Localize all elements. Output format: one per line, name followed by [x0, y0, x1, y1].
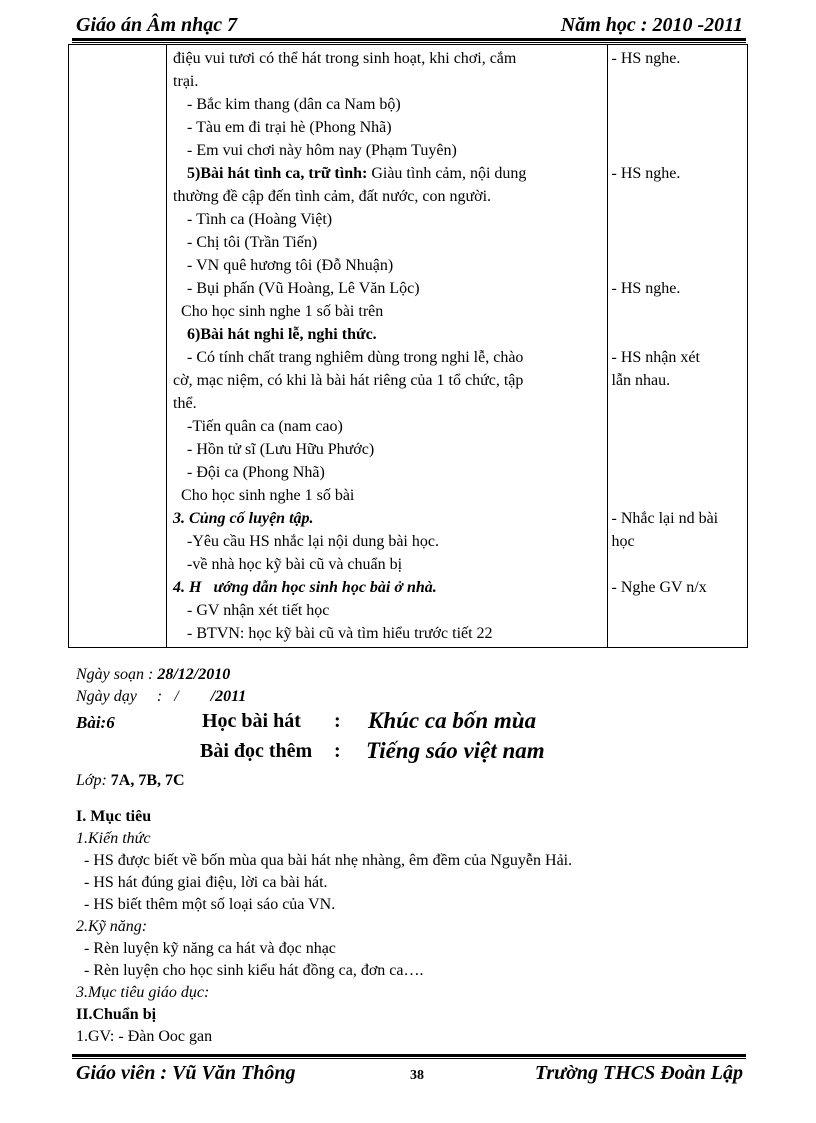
knowledge-item: - HS được biết về bốn mùa qua bài hát nhẹ nhàng, êm đềm của Nguyễn Hải. [84, 852, 573, 869]
section-5-title: 5)Bài hát tình ca, trữ tình: [187, 165, 368, 182]
content-line: thường đề cập đến tình cảm, đất nước, con người. [173, 188, 492, 205]
lesson-number: Bài:6 [76, 713, 115, 732]
lesson-section [76, 664, 756, 1048]
content-line: -Tiến quân ca (nam cao) [187, 418, 343, 435]
content-line: - Tình ca (Hoàng Việt) [187, 211, 333, 228]
prep-date-value: 28/12/2010 [157, 666, 231, 683]
preparation-heading: II.Chuẩn bị [76, 1006, 157, 1023]
teach-date-sep: : / [156, 688, 179, 705]
content-line: trại. [173, 73, 199, 90]
content-line: - Đội ca (Phong Nhã) [187, 464, 325, 481]
section-6-title: 6)Bài hát nghi lễ, nghi thức. [187, 326, 377, 343]
content-line: -về nhà học kỹ bài cũ và chuẩn bị [187, 556, 403, 573]
reading-colon: : [334, 740, 341, 762]
content-line: - GV nhận xét tiết học [187, 602, 330, 619]
table-col-empty [69, 45, 167, 648]
prep-date-label: Ngày soạn [76, 666, 144, 683]
song-colon: : [334, 710, 341, 732]
content-line: - Có tính chất trang nghiêm dùng trong nghi lễ, chào [187, 349, 524, 366]
footer-teacher: Giáo viên : Vũ Văn Thông [76, 1062, 296, 1084]
teach-date-row [76, 686, 756, 708]
header-school-year: Năm học : 2010 -2011 [560, 14, 743, 36]
footer-school: Trường THCS Đoàn Lập [534, 1062, 743, 1084]
table-col-content [167, 45, 607, 648]
class-value: 7A, 7B, 7C [110, 772, 185, 789]
content-line: - Em vui chơi này hôm nay (Phạm Tuyên) [187, 142, 457, 159]
content-line: - Hồn tử sĩ (Lưu Hữu Phước) [187, 441, 375, 458]
page-footer [76, 1060, 743, 1090]
reading-title-row [76, 738, 756, 768]
skills-item: - Rèn luyện kỹ năng ca hát và đọc nhạc [84, 940, 336, 957]
class-label: Lớp: [76, 772, 107, 789]
reading-label: Bài đọc thêm [200, 740, 313, 762]
reading-title: Tiếng sáo việt nam [366, 738, 545, 763]
student-activity: - Nhắc lại nd bài [611, 510, 719, 527]
content-line: điệu vui tươi có thể hát trong sinh hoạt, khi chơi, cắm [173, 50, 517, 67]
content-line: -Yêu cầu HS nhắc lại nội dung bài học. [187, 533, 439, 550]
section-3-title: 3. Củng cố luyện tập. [173, 510, 314, 527]
header-subject: Giáo án Âm nhạc 7 [76, 14, 238, 36]
section-5-text: Giàu tình cảm, nội dung [367, 165, 527, 182]
student-activity: - Nghe GV n/x [611, 579, 707, 596]
education-heading: 3.Mục tiêu giáo dục: [76, 984, 210, 1001]
content-line: - BTVN: học kỹ bài cũ và tìm hiểu trước tiết 22 [187, 625, 493, 642]
table-col-student [607, 45, 748, 648]
student-activity: - HS nghe. [611, 165, 681, 182]
class-row [76, 770, 756, 792]
content-line: - Chị tôi (Trần Tiến) [187, 234, 318, 251]
skills-item: - Rèn luyện cho học sinh kiểu hát đồng ca, đơn ca…. [84, 962, 424, 979]
knowledge-item: - HS biết thêm một số loại sáo của VN. [84, 896, 336, 913]
content-line: cờ, mạc niệm, có khi là bài hát riêng của 1 tổ chức, tập [173, 372, 524, 389]
content-line: - Bụi phấn (Vũ Hoàng, Lê Văn Lộc) [187, 280, 420, 297]
content-line: Cho học sinh nghe 1 số bài trên [181, 303, 384, 320]
content-line: - Tàu em đi trại hè (Phong Nhã) [187, 119, 392, 136]
knowledge-heading: 1.Kiến thức [76, 830, 151, 847]
objectives-heading: I. Mục tiêu [76, 808, 152, 825]
student-activity: - HS nhận xét [611, 349, 700, 366]
footer-rule-thin [72, 1058, 746, 1059]
content-line: thể. [173, 395, 197, 412]
student-activity: - HS nghe. [611, 50, 681, 67]
header-rule-thin [72, 42, 746, 43]
lesson-title-row [76, 708, 756, 738]
section-4-title: 4. H ướng dẫn học sinh học bài ở nhà. [173, 579, 437, 596]
page-header [76, 12, 743, 40]
content-line: Cho học sinh nghe 1 số bài [181, 487, 355, 504]
song-label: Học bài hát [202, 710, 301, 732]
content-line: - VN quê hương tôi (Đỗ Nhuận) [187, 257, 394, 274]
song-title: Khúc ca bốn mùa [368, 708, 537, 733]
preparation-item: 1.GV: - Đàn Ooc gan [76, 1028, 213, 1045]
lesson-table [68, 44, 748, 648]
page-number: 38 [410, 1068, 424, 1083]
teach-date-label: Ngày dạy [76, 688, 137, 705]
knowledge-item: - HS hát đúng giai điệu, lời ca bài hát. [84, 874, 328, 891]
student-activity: học [611, 533, 635, 550]
student-activity: - HS nghe. [611, 280, 681, 297]
student-activity: lẫn nhau. [611, 372, 671, 389]
header-rule [72, 38, 746, 41]
skills-heading: 2.Kỹ năng: [76, 918, 148, 935]
content-line [173, 162, 600, 185]
content-line: - Bắc kim thang (dân ca Nam bộ) [187, 96, 401, 113]
prep-date-row: Ngày soạn : 28/12/2010 [76, 666, 231, 683]
footer-rule [72, 1054, 746, 1057]
teach-date-value: /2011 [210, 688, 247, 705]
